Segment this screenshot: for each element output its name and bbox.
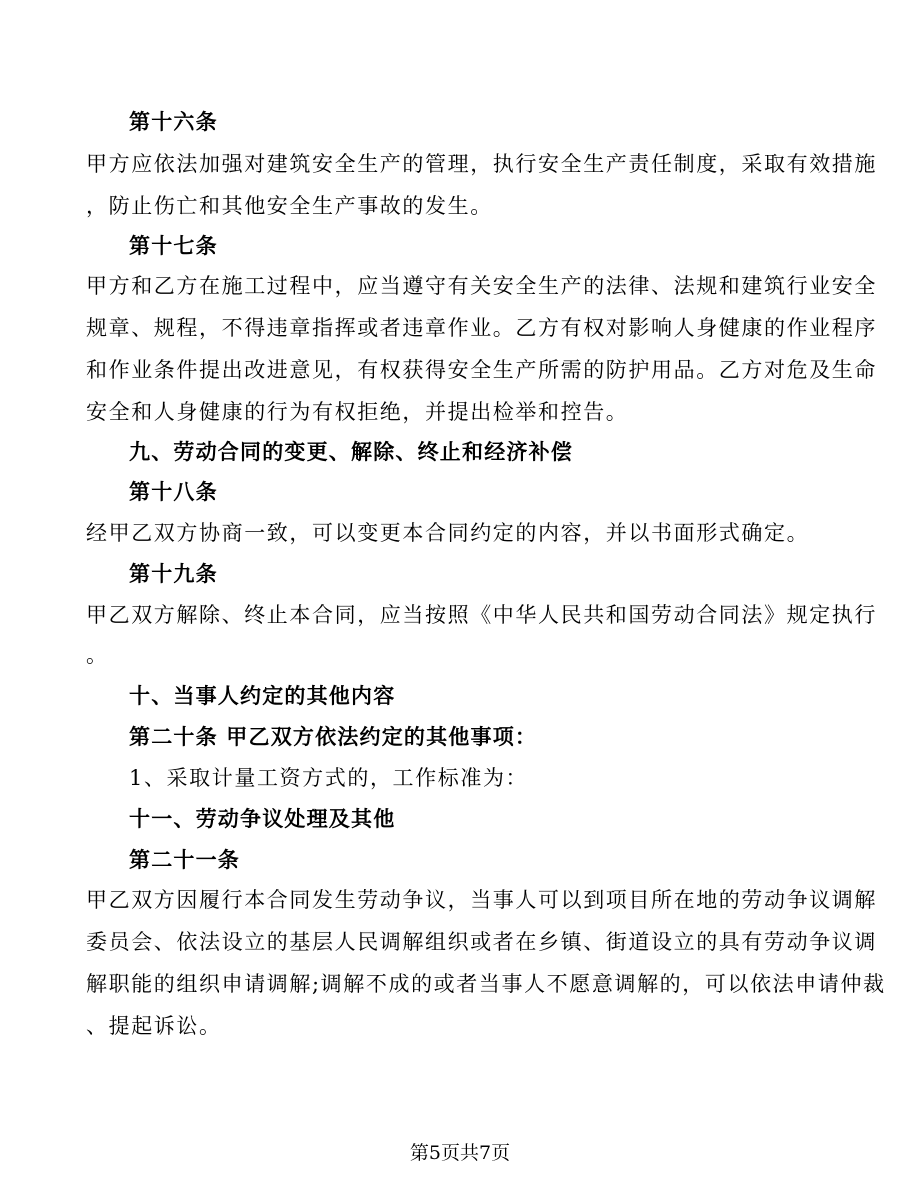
article-18-line-1: 经甲乙双方协商一致，可以变更本合同约定的内容，并以书面形式确定。 (86, 521, 810, 545)
article-20-item-1: 1、采取计量工资方式的，工作标准为： (129, 766, 529, 790)
article-16-heading: 第十六条 (129, 109, 218, 134)
article-21-line-2: 委员会、依法设立的基层人民调解组织或者在乡镇、街道设立的具有劳动争议调 (86, 930, 877, 954)
page-number: 第5页共7页 (409, 1142, 511, 1164)
article-18-heading: 第十八条 (129, 479, 218, 504)
article-21-heading: 第二十一条 (129, 847, 240, 872)
article-19-line-1: 甲乙双方解除、终止本合同，应当按照《中华人民共和国劳动合同法》规定执行 (86, 603, 877, 627)
article-21-line-3: 解职能的组织申请调解;调解不成的或者当事人不愿意调解的，可以依法申请仲裁 (86, 972, 886, 996)
section-9-heading: 九、劳动合同的变更、解除、终止和经济补偿 (129, 439, 573, 464)
article-17-heading: 第十七条 (129, 233, 218, 258)
section-11-heading: 十一、劳动争议处理及其他 (129, 806, 396, 831)
article-17-line-3: 和作业条件提出改进意见，有权获得安全生产所需的防护用品。乙方对危及生命 (86, 358, 877, 382)
article-20-heading: 第二十条 甲乙双方依法约定的其他事项： (129, 724, 538, 749)
article-17-line-4: 安全和人身健康的行为有权拒绝，并提出检举和控告。 (86, 400, 629, 424)
article-16-line-1: 甲方应依法加强对建筑安全生产的管理，执行安全生产责任制度，采取有效措施 (86, 152, 877, 176)
article-16-line-2: ，防止伤亡和其他安全生产事故的发生。 (86, 194, 493, 218)
article-19-line-2: 。 (86, 643, 109, 667)
article-21-line-4: 、提起诉讼。 (86, 1014, 222, 1038)
article-17-line-2: 规章、规程，不得违章指挥或者违章作业。乙方有权对影响人身健康的作业程序 (86, 316, 877, 340)
section-10-heading: 十、当事人约定的其他内容 (129, 683, 396, 708)
article-21-line-1: 甲乙双方因履行本合同发生劳动争议，当事人可以到项目所在地的劳动争议调解 (86, 888, 877, 912)
article-19-heading: 第十九条 (129, 561, 218, 586)
article-17-line-1: 甲方和乙方在施工过程中，应当遵守有关安全生产的法律、法规和建筑行业安全 (86, 274, 877, 298)
